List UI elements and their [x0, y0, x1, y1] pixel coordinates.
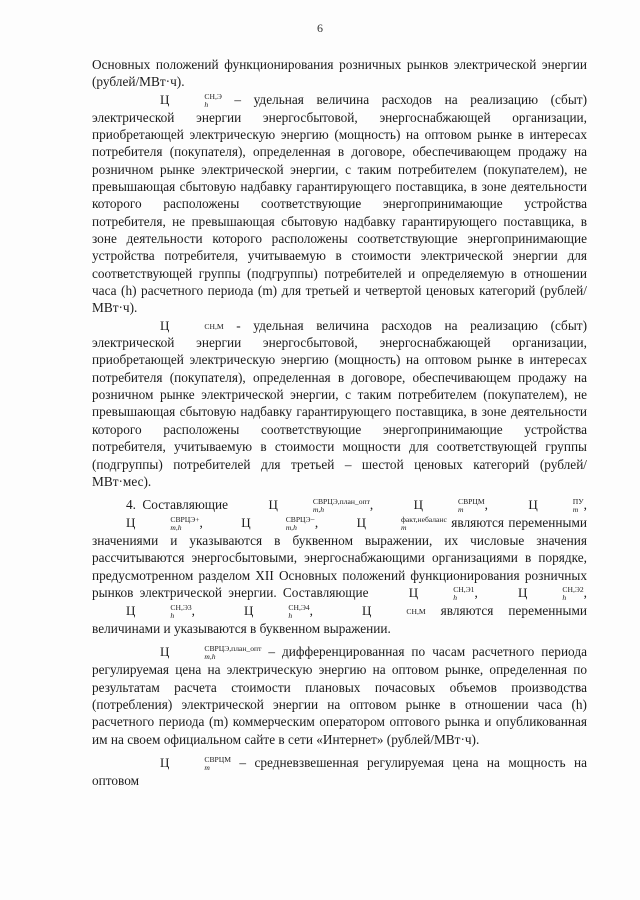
paragraph-sbyt-energy: Ц СН,Э h – удельная величина расходов на реализацию (сбыт) электрической энергии энергосбытовой, энергоснабжающей организации, приобретающей электрическую энергию (мощность) на оптовом рынке в интересах потребителя (покупателя), определенная в договоре, обеспечивающем продажу на розничном рынке электрической энергии, с таким потребителем (покупателем), не превышающая сбытовую надбавку гарантирующего поставщика, в зоне деятельности которого расположены соответствующие энергопринимающие устройства потребителя, не превышающая сбытовую надбавку гарантирующего поставщика, в зоне деятельности которого расположены соответствующие энергопринимающие устройства потребителя, учитываемую в стоимости электрической энергии для соответствующей группы (подгруппы) потребителей и определяемую в отношении часа (h) расчетного периода (m) для третьей и четвертой ценовых категорий (рублей/МВт·ч). — [92, 91, 587, 316]
symbol-svrce-plus: Ц СВРЦЭ+ m,h — [126, 515, 200, 533]
symbol-fakt-nebalans: Ц факт,небаланс m — [356, 515, 447, 533]
symbol-svrcm: Ц СВРЦМ m — [413, 497, 485, 515]
symbol-svrce-minus: Ц СВРЦЭ− m,h — [241, 515, 315, 533]
symbol-ce2: Ц СН,Э2 h — [518, 585, 584, 603]
symbol-ce-h: Ц СН,Э h — [160, 91, 222, 109]
paragraph-sbyt-power: Ц СН,М - удельная величина расходов на реализацию (сбыт) электрической энергии энергосбытовой, энергоснабжающей организации, приобретающей электрическую энергию (мощность) на оптовом рынке в интересах потребителя (покупателя), определенная в договоре, обеспечивающем продажу на розничном рынке электрической энергии, с таким потребителем (покупателем), не превышающая сбытовую надбавку гарантирующего поставщика, в зоне деятельности которого расположены соответствующие энергопринимающие устройства потребителя, учитываемую в стоимости мощности для соответствующей группы (подгруппы) потребителей для третьей – шестой ценовых категорий (рублей/МВт·мес). — [92, 317, 587, 489]
symbol-pu: Ц ПУ m — [528, 497, 584, 515]
symbol-cm-2: Ц СН,М — [362, 603, 426, 619]
paragraph-item-4: 4. Составляющие Ц СВРЦЭ,план_опт m,h , Ц СВРЦМ m , Ц ПУ m , Ц СВРЦЭ+ m,h , Ц СВРЦЭ− m,h , Ц факт,небаланс m являются переменными значениями и указываются в буквенном выражении, их числовые значения рассчитываются энергосбытовыми, энергоснабжающими организациями в порядке, предусмотренном разделом XII Основных положений функционирования розничных рынков электрической энергии. Составляющие Ц СН,Э1 h , Ц СН,Э2 h , Ц СН,Э3 h , Ц СН,Э4 h , Ц СН,М являются переменными величинами и указываются в буквенном выражении. — [92, 497, 588, 637]
document-body — [92, 56, 587, 789]
symbol-ce3: Ц СН,Э3 h — [126, 603, 192, 621]
symbol-ce4: Ц СН,Э4 h — [244, 603, 310, 621]
page-number: 6 — [317, 21, 323, 35]
paragraph-continuation: Основных положений функционирования розничных рынков электрической энергии (рублей/МВт·ч). — [92, 57, 587, 90]
symbol-svrce-plan: Ц СВРЦЭ,план_опт m,h — [268, 497, 370, 515]
symbol-cm: Ц СН,М — [160, 317, 224, 333]
symbol-svrcm-def: Ц СВРЦМ m — [160, 755, 231, 773]
symbol-ce1: Ц СН,Э1 h — [408, 585, 475, 603]
symbol-svrce-plan-def: Ц СВРЦЭ,план_опт m,h — [160, 644, 262, 662]
paragraph-svrce-plan-def: Ц СВРЦЭ,план_опт m,h – дифференцированная по часам расчетного периода регулируемая цена на электрическую энергию на оптовом рынке, определенная по результатам расчета стоимости плановых почасовых объемов производства (потребления) электрической энергии на оптовом рынке в отношении часа (h) расчетного периода (m) коммерческим оператором оптового рынка и опубликованная им на своем официальном сайте в сети «Интернет» (рублей/МВт·ч). — [92, 644, 587, 747]
paragraph-svrcm-def: Ц СВРЦМ m – средневзвешенная регулируемая цена на мощность на оптовом — [92, 755, 587, 789]
